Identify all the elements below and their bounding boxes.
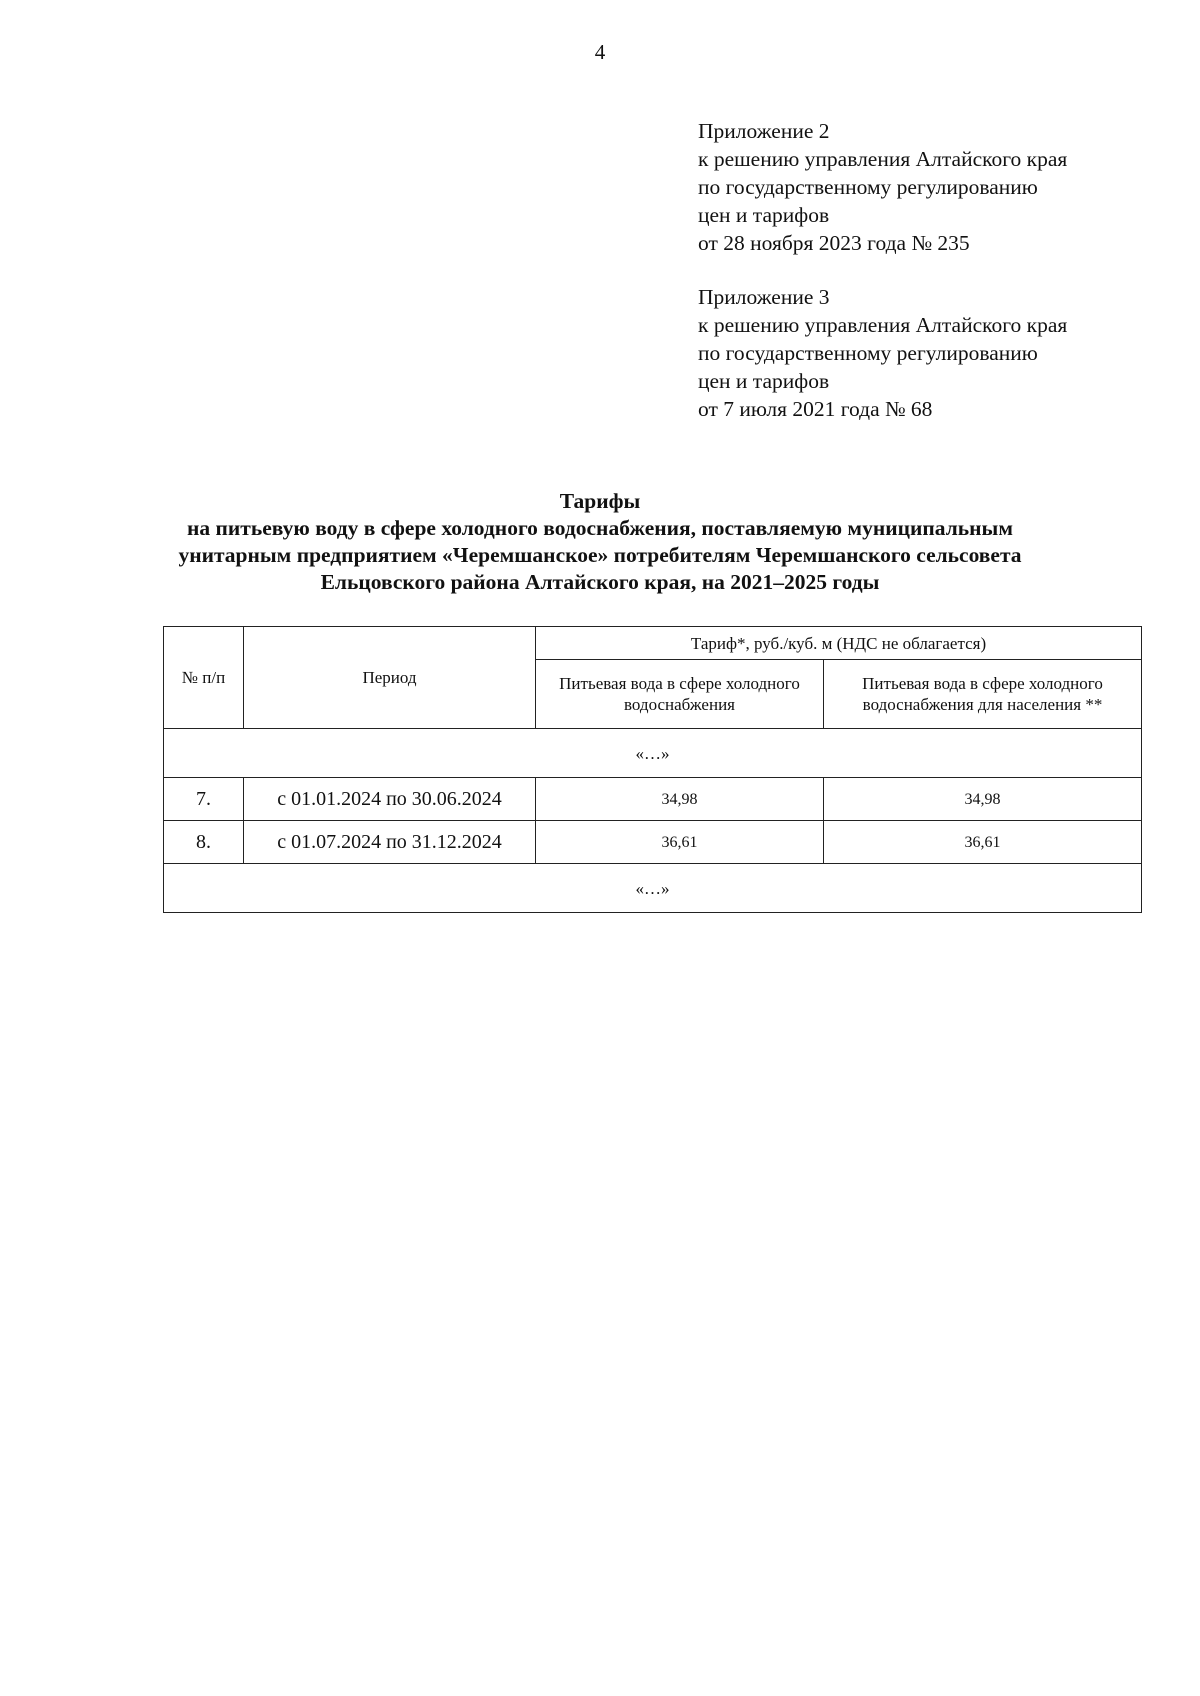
table-row-ellipsis — [164, 864, 1142, 913]
title-line: Ельцовского района Алтайского края, на 2021–2025 годы — [320, 570, 880, 594]
header-water-population: Питьевая вода в сфере холодного водоснабжения для населения ** — [824, 660, 1142, 729]
table-header-row — [164, 627, 1142, 660]
header-period: Период — [244, 627, 536, 729]
annex-3-line: Приложение 3 — [698, 285, 830, 309]
annex-3-header — [698, 283, 1138, 423]
annex-2-header — [698, 117, 1138, 257]
table-row-ellipsis — [164, 729, 1142, 778]
annex-3-line: по государственному регулированию — [698, 341, 1038, 365]
row-num: 7. — [164, 778, 244, 821]
row-water-population-tariff: 36,61 — [824, 821, 1142, 864]
annex-3-line: от 7 июля 2021 года № 68 — [698, 397, 933, 421]
table-row — [164, 778, 1142, 821]
annex-2-line: к решению управления Алтайского края — [698, 147, 1068, 171]
header-water: Питьевая вода в сфере холодного водоснабжения — [536, 660, 824, 729]
title-heading: Тарифы — [559, 489, 641, 513]
annex-3-line: цен и тарифов — [698, 369, 830, 393]
title-line: унитарным предприятием «Черемшанское» потребителям Черемшанского сельсовета — [178, 543, 1022, 567]
annex-2-line: от 28 ноября 2023 года № 235 — [698, 231, 970, 255]
ellipsis-cell: «…» — [164, 864, 1142, 913]
row-period: с 01.07.2024 по 31.12.2024 — [244, 821, 536, 864]
row-water-tariff: 34,98 — [536, 778, 824, 821]
header-tariff-group: Тариф*, руб./куб. м (НДС не облагается) — [536, 627, 1142, 660]
row-num: 8. — [164, 821, 244, 864]
annex-2-line: цен и тарифов — [698, 203, 830, 227]
row-water-population-tariff: 34,98 — [824, 778, 1142, 821]
row-water-tariff: 36,61 — [536, 821, 824, 864]
page-number: 4 — [594, 40, 606, 64]
ellipsis-cell: «…» — [164, 729, 1142, 778]
annex-2-line: по государственному регулированию — [698, 175, 1038, 199]
row-period: с 01.01.2024 по 30.06.2024 — [244, 778, 536, 821]
header-num: № п/п — [164, 627, 244, 729]
table-row — [164, 821, 1142, 864]
annex-2-line: Приложение 2 — [698, 119, 830, 143]
tariff-table — [163, 626, 1142, 913]
document-title — [150, 488, 1050, 596]
annex-3-line: к решению управления Алтайского края — [698, 313, 1068, 337]
title-line: на питьевую воду в сфере холодного водоснабжения, поставляемую муниципальным — [187, 516, 1013, 540]
